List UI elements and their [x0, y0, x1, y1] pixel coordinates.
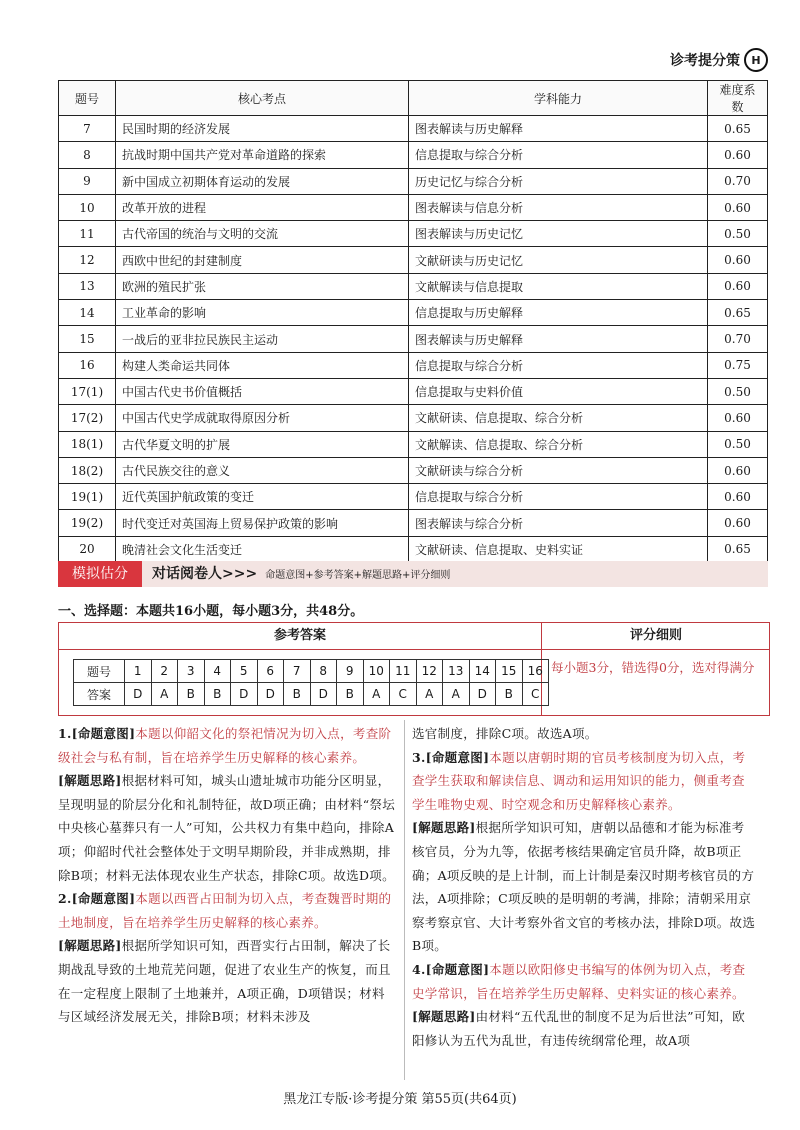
- answer-number-cell: 9: [337, 660, 364, 683]
- cell-ability: 图表解读与综合分析: [409, 510, 708, 536]
- answer-letter-cell: D: [231, 683, 258, 706]
- footer-title: 黑龙江专版·诊考提分策: [283, 1092, 418, 1107]
- answer-letter-cell: C: [390, 683, 417, 706]
- cell-ability: 图表解读与历史记忆: [409, 221, 708, 247]
- answer-number-cell: 10: [363, 660, 390, 683]
- q4-intent: [412, 958, 756, 1005]
- cell-ability: 文献研读与综合分析: [409, 457, 708, 483]
- q4-intent-label: [命题意图]: [425, 961, 490, 977]
- cell-number: 19(1): [59, 484, 116, 510]
- cell-topic: 新中国成立初期体育运动的发展: [116, 168, 409, 194]
- cell-number: 17(2): [59, 405, 116, 431]
- cell-topic: 古代华夏文明的扩展: [116, 431, 409, 457]
- q4-think-text: 由材料“五代乱世的制度不足为后世法”可知，欧阳修认为五代为乱世，有违传统纲常伦理，故A项: [412, 1009, 746, 1048]
- cell-ability: 文献研读、信息提取、综合分析: [409, 405, 708, 431]
- cell-topic: 抗战时期中国共产党对革命道路的探索: [116, 142, 409, 168]
- answer-letter-cell: D: [469, 683, 496, 706]
- cell-ability: 信息提取与综合分析: [409, 352, 708, 378]
- cell-ability: 图表解读与历史解释: [409, 116, 708, 142]
- cell-ability: 文献研读、信息提取、史料实证: [409, 536, 708, 562]
- answer-letter-cell: A: [363, 683, 390, 706]
- answer-letter-cell: D: [125, 683, 152, 706]
- cell-difficulty: 0.70: [708, 326, 768, 352]
- table-row: [59, 247, 768, 273]
- q3-think-text: 根据所学知识可知，唐朝以品德和才能为标准考核官员，分为九等，依据考核结果确定官员升降，故B项正确；A项反映的是上计制，而上计制是秦汉时期考核官员的方法，A项排除；C项反映的是明朝的考满，排除；清朝采用京察考察京官、大计考察外省文官的考核办法，排除D项。故选B项。: [412, 820, 756, 954]
- cell-difficulty: 0.60: [708, 457, 768, 483]
- answer-grid-number-row: [74, 660, 549, 683]
- cell-topic: 改革开放的进程: [116, 194, 409, 220]
- cell-number: 16: [59, 352, 116, 378]
- cell-number: 20: [59, 536, 116, 562]
- table-row: [59, 221, 768, 247]
- q3-intent-label: [命题意图]: [425, 749, 490, 765]
- cell-ability: 图表解读与信息分析: [409, 194, 708, 220]
- cell-ability: 文献解读、信息提取、综合分析: [409, 431, 708, 457]
- page-footer: [0, 1088, 800, 1107]
- q1-intent-text: 本题以仰韶文化的祭祀情况为切入点，考查阶级社会与私有制，旨在培养学生历史解释的核心素养。: [58, 726, 392, 765]
- q2-intent-text: 本题以西晋占田制为切入点，考查魏晋时期的土地制度，旨在培养学生历史解释的核心素养。: [58, 891, 392, 930]
- cell-topic: 近代英国护航政策的变迁: [116, 484, 409, 510]
- q2-continuation: 选官制度，排除C项。故选A项。: [412, 726, 598, 741]
- cell-topic: 古代帝国的统治与文明的交流: [116, 221, 409, 247]
- score-rule-header: 评分细则: [541, 623, 770, 649]
- cell-difficulty: 0.60: [708, 484, 768, 510]
- banner-subtitle: 命题意图+参考答案+解题思路+评分细则: [265, 570, 451, 581]
- answer-letter-cell: A: [416, 683, 443, 706]
- q3-intent: [412, 746, 756, 817]
- answer-letter-cell: B: [204, 683, 231, 706]
- table-row: [59, 116, 768, 142]
- cell-ability: 信息提取与史料价值: [409, 378, 708, 404]
- answer-letter-cell: B: [284, 683, 311, 706]
- exam-analysis-table: [58, 80, 768, 563]
- answer-number-cell: 8: [310, 660, 337, 683]
- table-row: [59, 510, 768, 536]
- cell-ability: 图表解读与历史解释: [409, 326, 708, 352]
- answer-number-cell: 6: [257, 660, 284, 683]
- q3-intent-text: 本题以唐朝时期的官员考核制度为切入点，考查学生获取和解读信息、调动和运用知识的能力，侧重考查学生唯物史观、时空观念和历史解释核心素养。: [412, 749, 746, 812]
- cell-number: 7: [59, 116, 116, 142]
- cell-topic: 欧洲的殖民扩张: [116, 273, 409, 299]
- q1-think-text: 根据材料可知，城头山遗址城市功能分区明显，呈现明显的阶层分化和礼制特征，故D项正确；由材料“祭坛中央核心墓葬只有一人”可知，公共权力有集中趋向，排除A项；仰韶时代社会整体处于文明早期阶段，并非成熟期，排除B项；材料无法体现农业生产状态，排除C项。故选D项。: [58, 773, 396, 883]
- cell-ability: 历史记忆与综合分析: [409, 168, 708, 194]
- right-column: [412, 722, 756, 1052]
- answer-letter-cell: B: [178, 683, 205, 706]
- cell-difficulty: 0.60: [708, 194, 768, 220]
- cell-ability: 信息提取与综合分析: [409, 142, 708, 168]
- cell-number: 18(1): [59, 431, 116, 457]
- cell-difficulty: 0.65: [708, 116, 768, 142]
- answer-box-header: [59, 623, 769, 650]
- banner-title: [142, 561, 768, 587]
- banner-tag: 模拟估分: [58, 561, 142, 587]
- table-row: [59, 300, 768, 326]
- cell-topic: 晚清社会文化生活变迁: [116, 536, 409, 562]
- table-header-row: [59, 81, 768, 116]
- cell-topic: 构建人类命运共同体: [116, 352, 409, 378]
- cell-number: 15: [59, 326, 116, 352]
- answer-number-cell: 1: [125, 660, 152, 683]
- answer-number-cell: 14: [469, 660, 496, 683]
- cell-topic: 古代民族交往的意义: [116, 457, 409, 483]
- q2-number: 2.: [58, 891, 72, 907]
- table-row: [59, 352, 768, 378]
- answer-number-cell: 11: [390, 660, 417, 683]
- q3-number: 3.: [412, 749, 426, 765]
- answer-row-label: 答案: [74, 683, 125, 706]
- cell-topic: 时代变迁对英国海上贸易保护政策的影响: [116, 510, 409, 536]
- brand-text: 诊考提分策: [670, 53, 740, 69]
- answer-letter-cell: D: [257, 683, 284, 706]
- q4-think: [412, 1005, 756, 1052]
- answer-box: [58, 622, 770, 716]
- cell-difficulty: 0.60: [708, 273, 768, 299]
- q1-intent: [58, 722, 396, 769]
- cell-topic: 民国时期的经济发展: [116, 116, 409, 142]
- cell-number: 11: [59, 221, 116, 247]
- answer-grid-answer-row: [74, 683, 549, 706]
- cell-difficulty: 0.65: [708, 536, 768, 562]
- answer-number-cell: 15: [496, 660, 523, 683]
- cell-number: 10: [59, 194, 116, 220]
- brand-header: [670, 48, 768, 72]
- table-row: [59, 431, 768, 457]
- brand-logo-icon: H: [744, 48, 768, 72]
- q3-think-label: [解题思路]: [412, 820, 476, 836]
- q4-think-label: [解题思路]: [412, 1009, 476, 1025]
- q1-intent-label: [命题意图]: [71, 726, 136, 741]
- banner-arrows: >>>: [222, 566, 258, 582]
- col-header-topic: 核心考点: [116, 81, 409, 116]
- answer-number-cell: 13: [443, 660, 470, 683]
- answer-number-cell: 3: [178, 660, 205, 683]
- cell-number: 13: [59, 273, 116, 299]
- answer-number-cell: 12: [416, 660, 443, 683]
- answer-letter-cell: A: [151, 683, 178, 706]
- table-row: [59, 484, 768, 510]
- table-row: [59, 536, 768, 562]
- cell-topic: 西欧中世纪的封建制度: [116, 247, 409, 273]
- cell-difficulty: 0.60: [708, 405, 768, 431]
- answer-letter-cell: B: [337, 683, 364, 706]
- cell-topic: 中国古代史书价值概括: [116, 378, 409, 404]
- cell-difficulty: 0.75: [708, 352, 768, 378]
- table-row: [59, 378, 768, 404]
- q1-number: 1.: [58, 726, 72, 741]
- cell-ability: 文献解读与信息提取: [409, 273, 708, 299]
- q1-think-label: [解题思路]: [58, 773, 122, 789]
- table-row: [59, 168, 768, 194]
- table-row: [59, 405, 768, 431]
- section-title: 一、选择题：本题共16小题，每小题3分，共48分。: [58, 604, 364, 619]
- answer-grid: [73, 659, 549, 706]
- cell-difficulty: 0.50: [708, 221, 768, 247]
- cell-difficulty: 0.60: [708, 247, 768, 273]
- answer-letter-cell: B: [496, 683, 523, 706]
- footer-page-number: 第55页(共64页): [421, 1092, 517, 1107]
- col-header-difficulty: 难度系数: [708, 81, 768, 116]
- cell-difficulty: 0.50: [708, 378, 768, 404]
- answer-number-cell: 5: [231, 660, 258, 683]
- answer-letter-cell: C: [522, 683, 549, 706]
- answer-number-cell: 2: [151, 660, 178, 683]
- col-header-number: 题号: [59, 81, 116, 116]
- answer-letter-cell: A: [443, 683, 470, 706]
- answer-number-cell: 16: [522, 660, 549, 683]
- cell-number: 17(1): [59, 378, 116, 404]
- cell-topic: 工业革命的影响: [116, 300, 409, 326]
- cell-number: 19(2): [59, 510, 116, 536]
- cell-ability: 信息提取与综合分析: [409, 484, 708, 510]
- section-banner: [58, 561, 768, 587]
- answer-letter-cell: D: [310, 683, 337, 706]
- answer-number-cell: 4: [204, 660, 231, 683]
- table-row: [59, 142, 768, 168]
- cell-difficulty: 0.50: [708, 431, 768, 457]
- cell-topic: 中国古代史学成就取得原因分析: [116, 405, 409, 431]
- q3-think: [412, 816, 756, 958]
- table-row: [59, 457, 768, 483]
- cell-number: 8: [59, 142, 116, 168]
- q2-intent: [58, 887, 396, 934]
- q2-intent-label: [命题意图]: [71, 891, 136, 907]
- cell-ability: 信息提取与历史解释: [409, 300, 708, 326]
- q2-think-text: 根据所学知识可知，西晋实行占田制，解决了长期战乱导致的土地荒芜问题，促进了农业生产的恢复，而且在一定程度上限制了土地兼并，A项正确，D项错误；材料与区域经济发展无关，排除B项；材料未涉及: [58, 938, 391, 1025]
- col-header-ability: 学科能力: [409, 81, 708, 116]
- cell-difficulty: 0.70: [708, 168, 768, 194]
- cell-number: 12: [59, 247, 116, 273]
- ref-answer-header: 参考答案: [273, 628, 326, 643]
- cell-number: 18(2): [59, 457, 116, 483]
- table-row: [59, 326, 768, 352]
- q4-number: 4.: [412, 961, 426, 977]
- cell-ability: 文献研读与历史记忆: [409, 247, 708, 273]
- number-row-label: 题号: [74, 660, 125, 683]
- cell-difficulty: 0.60: [708, 142, 768, 168]
- cell-topic: 一战后的亚非拉民族民主运动: [116, 326, 409, 352]
- banner-title-text: 对话阅卷人: [152, 566, 222, 582]
- table-row: [59, 194, 768, 220]
- q4-intent-text: 本题以欧阳修史书编写的体例为切入点，考查史学常识，旨在培养学生历史解释、史料实证的核心素养。: [412, 961, 746, 1001]
- cell-number: 9: [59, 168, 116, 194]
- cell-difficulty: 0.60: [708, 510, 768, 536]
- answer-number-cell: 7: [284, 660, 311, 683]
- score-rule-text: 每小题3分，错选得0分，选对得满分: [551, 660, 755, 675]
- cell-number: 14: [59, 300, 116, 326]
- q1-think: [58, 769, 396, 887]
- cell-difficulty: 0.65: [708, 300, 768, 326]
- q2-think: [58, 934, 396, 1028]
- column-divider: [404, 720, 405, 1080]
- table-row: [59, 273, 768, 299]
- q2-think-label: [解题思路]: [58, 938, 122, 954]
- left-column: [58, 722, 396, 1029]
